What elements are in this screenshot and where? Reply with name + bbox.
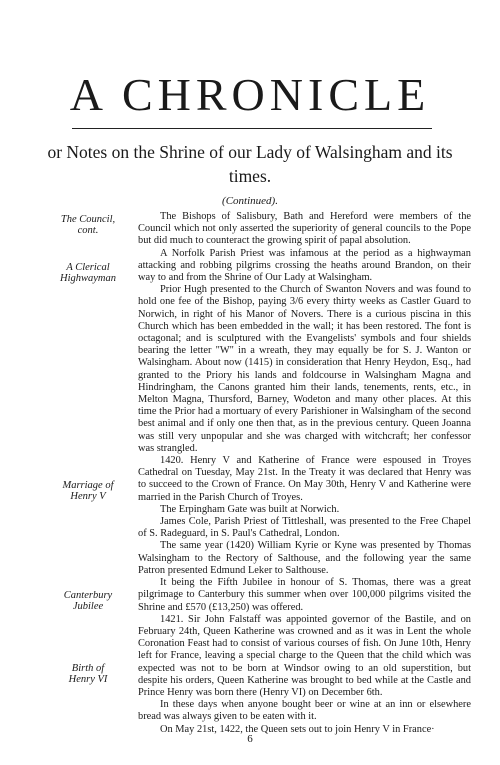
margin-note-council: The Council, cont.	[60, 214, 116, 236]
margin-note-highwayman: A Clerical Highwayman	[60, 262, 116, 284]
margin-note-marriage: Marriage of Henry V	[62, 480, 114, 502]
title-rule	[72, 128, 432, 129]
paragraph-highwayman: A Norfolk Parish Priest was infamous at the period as a highwayman attacking and robbing pilgrims crossing the heaths around Brandon, on their way to and from the Shrine of Our Lady at Walsingham.	[138, 247, 471, 284]
paragraph-marriage: 1420. Henry V and Katherine of France were espoused in Troyes Cathedral on Tuesday, May 21st. In the Treaty it was declared that Henry was to succeed to the Crown of France. On May 30th, Henry V and Katherine were married in the Parish Church of Troyes.	[138, 455, 471, 503]
chronicle-body	[138, 211, 471, 736]
paragraph-prior-hugh: Prior Hugh presented to the Church of Swanton Novers and was found to hold one fee of the Bishop, paying 3/6 every thirty weeks as Castler Guard to Norwich, in right of his Manor of Novers. There is a curious piscina in this Church which has been embedded in the wall; it has been restored. The font is octagonal; and is sculptured with the Evangelists' symbols and four shields bearing the letter "W" in a wreath, they may equally be for S. J. Wanton or Walsingham. About now (1415) in consideration that Henry Heydon, Esq., had granted to the Priory his lands and foldcourse in Walsingham Magna and Hindringham, the Canons granted him their lands, tenements, rents, etc., in Melton Magna, Thursford, Barney, Wodeton and many other places. At this time the Prior had a mortuary of every Parishioner in Walsingham of the second best animal and if only one then that, as in the previous century. Queen Joanna was still very unpopular and she was charged with witchcraft; her confessor was strangled.	[138, 284, 471, 454]
paragraph-james-cole: James Cole, Parish Priest of Tittleshall, was presented to the Free Chapel of S. Radeguard, in S. Paul's Cathedral, London.	[138, 516, 471, 540]
page-number: 6	[247, 733, 253, 745]
page-subtitle: or Notes on the Shrine of our Lady of Walsingham and its times.	[47, 142, 453, 186]
paragraph-bread: In these days when anyone bought beer or wine at an inn or elsewhere bread was always given to be eaten with it.	[138, 699, 471, 723]
paragraph-queen-sets-out: On May 21st, 1422, the Queen sets out to join Henry V in France·	[160, 723, 435, 735]
paragraph-jubilee: It being the Fifth Jubilee in honour of S. Thomas, there was a great pilgrimage to Canterbury this summer when over 100,000 pilgrims visited the Shrine and £570 (£13,250) was offered.	[138, 577, 471, 613]
paragraph-erpingham: The Erpingham Gate was built at Norwich.	[160, 503, 340, 515]
margin-note-birth: Birth of Henry VI	[68, 663, 108, 685]
page-title: A CHRONICLE	[69, 69, 431, 120]
margin-note-jubilee: Canterbury Jubilee	[63, 590, 113, 612]
continued-note: (Continued).	[222, 195, 278, 207]
paragraph-salthouse: The same year (1420) William Kyrie or Kyne was presented by Thomas Walsingham to the Rectory of Salthouse, and the following year the same Patron presented Edmund Leker to Salthouse.	[138, 540, 471, 576]
paragraph-1421: 1421. Sir John Falstaff was appointed governor of the Bastile, and on February 24th, Queen Katherine was crowned and as it was in Lent the whole Coronation Feast had to consist of various courses of fish. On June 10th, Henry left for France, leaving a special charge to the Queen that the child which was expected was not to be born at Windsor owing to an old superstition, but despite his orders, Queen Katherine was brought to bed while at the Castle and Prince Henry was born there (Henry VI) on December 6th.	[138, 613, 471, 698]
paragraph-council: The Bishops of Salisbury, Bath and Hereford were members of the Council which not only asserted the superiority of general councils to the Pope but did much to counteract the growing spirit of papal absolution.	[138, 211, 471, 247]
